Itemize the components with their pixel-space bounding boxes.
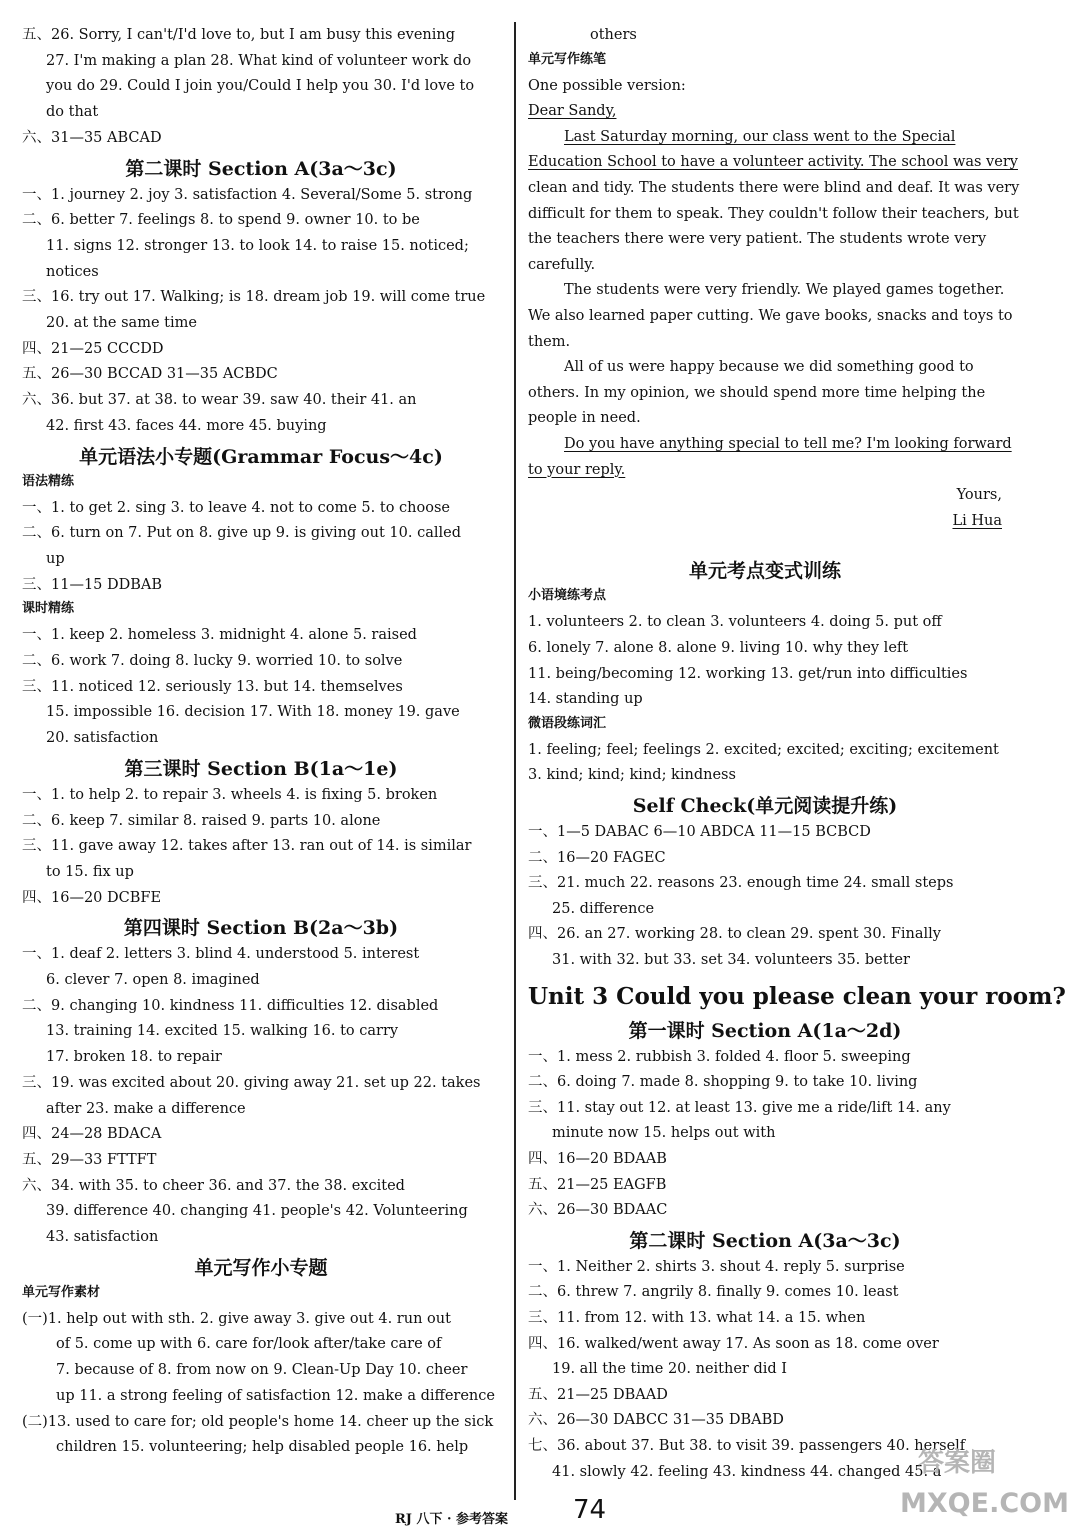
answer-line: 四、24—28 BDACA [22,1126,162,1143]
answer-line: We also learned paper cutting. We gave books, snacks and toys to [528,308,1013,324]
answer-line: 二、16—20 FAGEC [528,849,666,866]
answer-line: 二、9. changing 10. kindness 11. difficulties 12. disabled [22,997,439,1014]
answer-line: 三、11. from 12. with 13. what 14. a 15. when [528,1310,866,1326]
answer-line: 五、26. Sorry, I can't/I'd love to, but I am busy this evening [22,27,456,43]
answer-line: 7. because of 8. from now on 9. Clean-Up Day 10. cheer [56,1362,468,1379]
answer-line: 四、16—20 BDAAB [528,1151,667,1167]
answer-line: to 15. fix up [46,863,134,880]
answer-line: 六、31—35 ABCAD [22,129,162,146]
answer-line: 二、6. threw 7. angrily 8. finally 9. comes 10. least [528,1284,899,1301]
answer-line: 20. at the same time [46,315,197,331]
answer-line: 七、36. about 37. But 38. to visit 39. passengers 40. herself [528,1438,966,1454]
answer-line: 27. I'm making a plan 28. What kind of volunteer work do [46,52,472,69]
answer-line: up [46,550,65,567]
answer-line: 三、11. gave away 12. takes after 13. ran out of 14. is similar [22,838,472,855]
answer-line: 43. satisfaction [46,1229,159,1245]
answer-line: children 15. volunteering; help disabled people 16. help [56,1439,469,1456]
answer-line: carefully. [528,256,596,273]
answer-line: 三、11. noticed 12. seriously 13. but 14. themselves [22,678,403,695]
answer-line: 二、6. turn on 7. Put on 8. give up 9. is giving out 10. called [22,525,461,542]
answer-line: 六、36. but 37. at 38. to wear 39. saw 40. their 41. an [22,392,417,409]
answer-line: you do 29. Could I join you/Could I help you 30. I'd love to [46,78,475,95]
answer-line: to your reply. [528,461,626,478]
answer-line: 四、21—25 CCCDD [22,340,164,357]
answer-line: Dear Sandy, [528,103,617,120]
unit-title: Unit 3 Could you please clean your room? [528,982,1066,1010]
answer-line: others. In my opinion, we should spend more time helping the [528,384,986,401]
answer-line: 11. signs 12. stronger 13. to look 14. to raise 15. noticed; [46,237,469,254]
subsection-label: 单元写作练笔 [528,51,607,67]
section-heading: 单元语法小专题(Grammar Focus～4c) [79,445,443,468]
section-heading: 单元考点变式训练 [688,560,841,583]
subsection-label: 微语段练词汇 [528,715,607,731]
answer-line: 13. training 14. excited 15. walking 16. to carry [46,1023,399,1040]
answer-line: up 11. a strong feeling of satisfaction 12. make a difference [56,1387,495,1404]
answer-line: (二)13. used to care for; old people's home 14. cheer up the sick [22,1413,494,1430]
answer-line: 一、1. to help 2. to repair 3. wheels 4. is fixing 5. broken [22,786,438,803]
answer-line: 一、1—5 DABAC 6—10 ABDCA 11—15 BCBCD [528,824,871,840]
answer-line: 3. kind; kind; kind; kindness [528,767,736,784]
answer-line: 三、11. stay out 12. at least 13. give me a ride/lift 14. any [528,1099,951,1116]
answer-line: 31. with 32. but 33. set 34. volunteers 35. better [552,952,910,968]
answer-line: 五、21—25 EAGFB [528,1176,667,1193]
answer-line: 39. difference 40. changing 41. people's 42. Volunteering [46,1203,468,1220]
answer-line: 一、1. to get 2. sing 3. to leave 4. not to come 5. to choose [22,499,450,516]
section-heading: 第二课时 Section A(3a～3c) [125,157,397,180]
page-number: 74 [573,1495,607,1525]
answer-line: 五、26—30 BCCAD 31—35 ACBDC [22,366,278,383]
watermark-text-1: 答案圈 [918,1448,997,1478]
answer-line: 20. satisfaction [46,730,159,747]
answer-line: people in need. [528,410,641,427]
answer-line: 11. being/becoming 12. working 13. get/run into difficulties [528,665,968,682]
watermark-text-2: MXQE.COM [900,1488,1069,1519]
answer-line: of 5. come up with 6. care for/look after/take care of [56,1336,442,1353]
answer-line: All of us were happy because we did something good to [564,359,974,376]
answer-line: after 23. make a difference [46,1100,246,1117]
answer-line: 14. standing up [528,691,643,708]
answer-line: 四、16—20 DCBFE [22,889,162,906]
section-heading: 单元写作小专题 [194,1256,328,1279]
answer-line: One possible version: [528,77,686,94]
answer-line: 五、21—25 DBAAD [528,1386,668,1403]
answer-line: 41. slowly 42. feeling 43. kindness 44. changed 45. a [552,1463,942,1480]
subsection-label: 小语境练考点 [528,588,607,604]
answer-line: them. [528,333,571,350]
answer-line: 一、1. journey 2. joy 3. satisfaction 4. Several/Some 5. strong [22,186,473,203]
answer-line: 一、1. Neither 2. shirts 3. shout 4. reply 5. surprise [528,1258,905,1275]
answer-line: 一、1. deaf 2. letters 3. blind 4. understood 5. interest [22,946,420,963]
answer-line: 六、34. with 35. to cheer 36. and 37. the 38. excited [22,1177,405,1194]
answer-line: Education School to have a volunteer activity. The school was very [528,154,1018,171]
answer-line: The students were very friendly. We played games together. [564,282,1005,299]
answer-line: 三、19. was excited about 20. giving away 21. set up 22. takes [22,1074,481,1091]
answer-line: others [590,27,637,43]
answer-line: notices [46,263,99,280]
subsection-label: 单元写作素材 [22,1284,101,1300]
answer-line: 6. lonely 7. alone 8. alone 9. living 10. why they left [528,640,909,656]
answer-line: 1. volunteers 2. to clean 3. volunteers 4. doing 5. put off [528,614,942,631]
section-heading: 第三课时 Section B(1a～1e) [124,757,398,780]
signature-line: Yours, [956,487,1002,504]
answer-line: 二、6. keep 7. similar 8. raised 9. parts 10. alone [22,812,381,829]
answer-line: minute now 15. helps out with [552,1125,776,1142]
footer-label: RJ 八下 · 参考答案 [395,1512,509,1527]
answer-line: 四、26. an 27. working 28. to clean 29. spent 30. Finally [528,926,941,943]
answer-line: 六、26—30 DABCC 31—35 DBABD [528,1412,784,1429]
answer-line: 一、1. mess 2. rubbish 3. folded 4. floor 5. sweeping [528,1048,911,1065]
signature-line: Li Hua [952,512,1002,529]
answer-line: Do you have anything special to tell me? I'm looking forward [564,436,1012,452]
answer-line: 1. feeling; feel; feelings 2. excited; excited; exciting; excitement [528,741,999,758]
section-heading: 第二课时 Section A(3a～3c) [629,1229,901,1252]
answer-line: 42. first 43. faces 44. more 45. buying [46,417,327,434]
watermark-logo [900,1440,1069,1530]
answer-line: 三、16. try out 17. Walking; is 18. dream job 19. will come true [22,289,486,306]
answer-line: Last Saturday morning, our class went to the Special [564,128,956,145]
answer-line: 四、16. walked/went away 17. As soon as 18. come over [528,1335,939,1352]
answer-line: 五、29—33 FTTFT [22,1151,157,1168]
answer-line: clean and tidy. The students there were blind and deaf. It was very [528,180,1020,196]
answer-line: 六、26—30 BDAAC [528,1202,668,1219]
answer-line: (一)1. help out with sth. 2. give away 3. give out 4. run out [22,1310,451,1327]
answer-line: 二、6. work 7. doing 8. lucky 9. worried 10. to solve [22,653,403,669]
answer-line: 19. all the time 20. neither did I [552,1361,788,1378]
page-footer [0,1495,1009,1531]
answer-line: 二、6. doing 7. made 8. shopping 9. to take 10. living [528,1074,918,1091]
answer-line: 15. impossible 16. decision 17. With 18. money 19. gave [46,704,460,721]
answer-line: 17. broken 18. to repair [46,1049,222,1066]
subsection-label: 课时精练 [22,601,75,617]
subsection-label: 语法精练 [22,473,75,489]
answer-line: 6. clever 7. open 8. imagined [46,972,260,988]
answer-line: do that [46,104,99,121]
answer-line: the teachers there were very patient. The students wrote very [528,231,987,248]
section-heading: Self Check(单元阅读提升练) [632,795,898,817]
section-heading: 第一课时 Section A(1a～2d) [628,1019,902,1042]
section-heading: 第四课时 Section B(2a～3b) [123,917,399,940]
answer-line: 一、1. keep 2. homeless 3. midnight 4. alone 5. raised [22,627,417,644]
answer-line: difficult for them to speak. They couldn't follow their teachers, but [528,205,1019,222]
answer-line: 25. difference [552,900,655,917]
answer-line: 二、6. better 7. feelings 8. to spend 9. owner 10. to be [22,212,420,229]
answer-line: 三、11—15 DDBAB [22,576,163,593]
column-divider [514,22,516,1500]
answer-line: 三、21. much 22. reasons 23. enough time 24. small steps [528,875,954,892]
